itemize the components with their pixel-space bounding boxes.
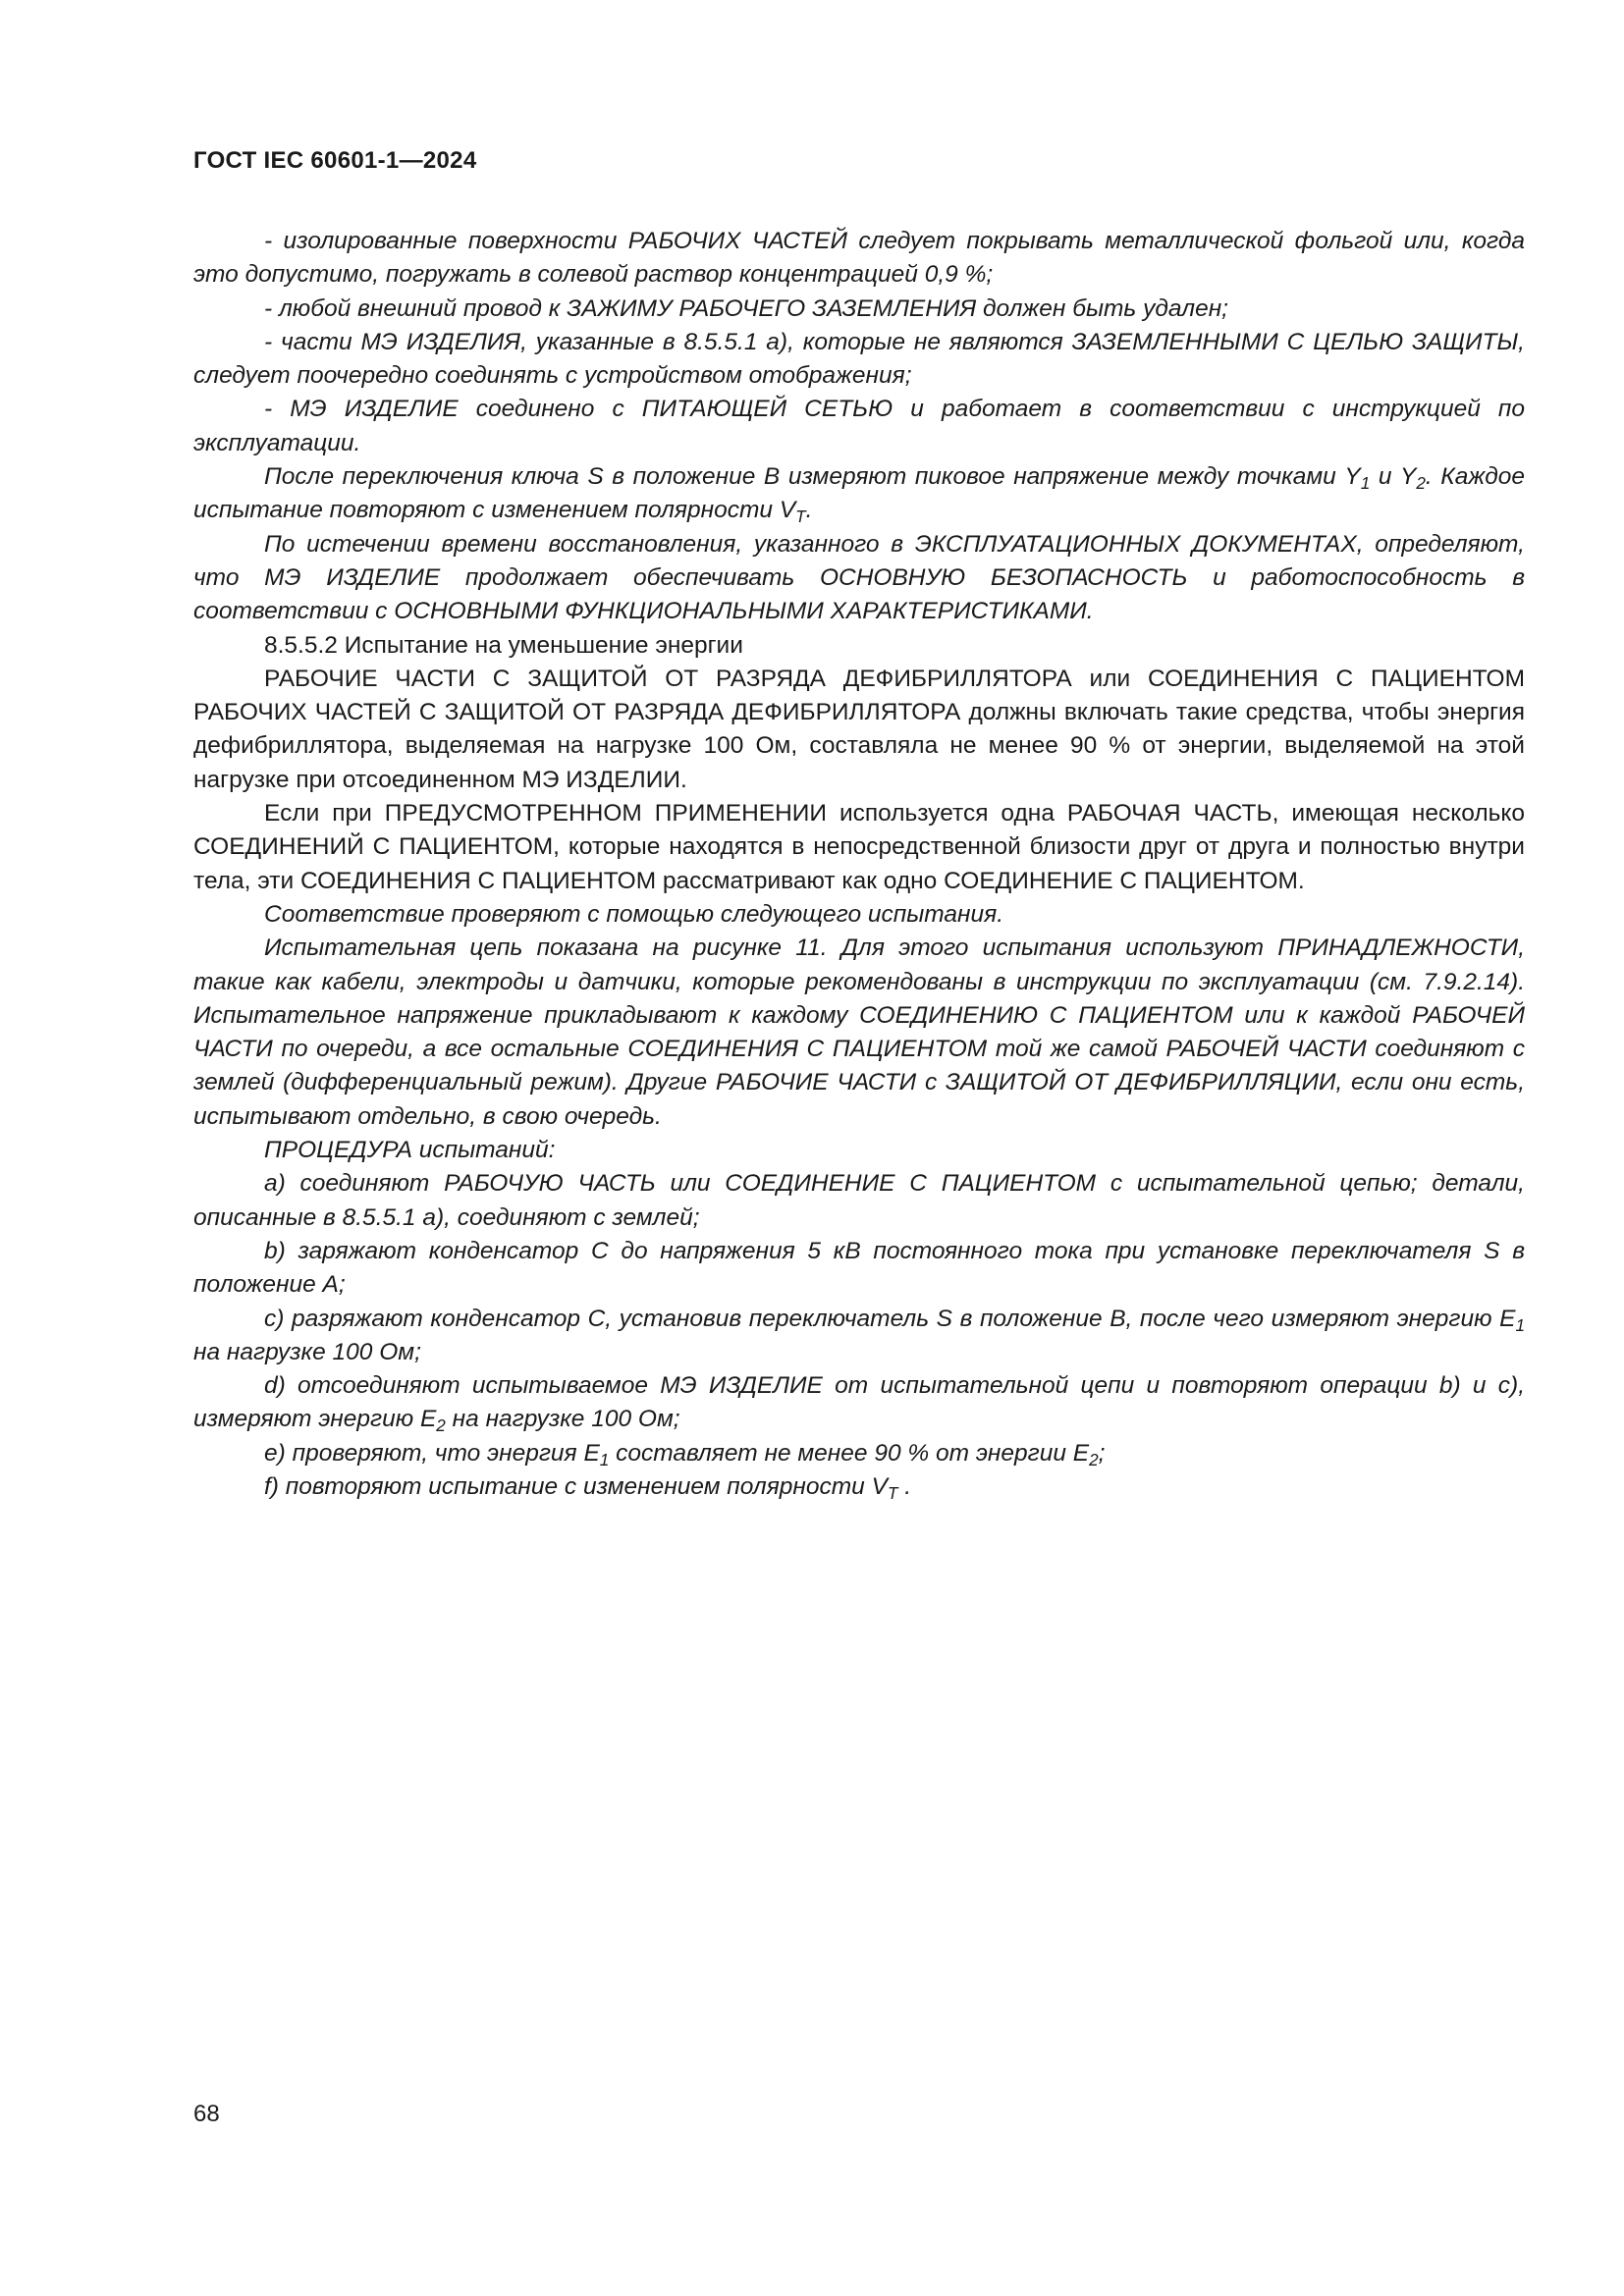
paragraph: - МЭ ИЗДЕЛИЕ соединено с ПИТАЮЩЕЙ СЕТЬЮ и работает в соответствии с инструкцией по эксплуатации.: [193, 396, 1525, 456]
paragraph: Испытательная цепь показана на рисунке 11. Для этого испытания используют ПРИНАДЛЕЖНОСТИ, такие как кабели, электроды и датчики, которые рекомендованы в инструкции по эксплуатации (см. 7.9.2.14). Испытательное напряжение прикладывают к каждому СОЕДИНЕНИЮ С ПАЦИЕНТОМ или к каждой РАБОЧЕЙ ЧАСТИ по очереди, а все остальные СОЕДИНЕНИЯ С ПАЦИЕНТОМ той же самой РАБОЧЕЙ ЧАСТИ соединяют с землей (дифференциальный режим). Другие РАБОЧИЕ ЧАСТИ с ЗАЩИТОЙ ОТ ДЕФИБРИЛЛЯЦИИ, если они есть, испытывают отдельно, в свою очередь.: [193, 934, 1525, 1130]
document-header: ГОСТ IEC 60601-1—2024: [193, 147, 477, 174]
paragraph: - любой внешний провод к ЗАЖИМУ РАБОЧЕГО ЗАЗЕМЛЕНИЯ должен быть удален;: [264, 294, 1228, 322]
list-item: d) отсоединяют испытываемое МЭ ИЗДЕЛИЕ от испытательной цепи и повторяют операции b) и с), измеряют энергию $Е_2$ на нагрузке 100 Ом;: [193, 1372, 1525, 1436]
paragraph: По истечении времени восстановления, указанного в ЭКСПЛУАТАЦИОННЫХ ДОКУМЕНТАХ, определяют, что МЭ ИЗДЕЛИЕ продолжает обеспечивать ОСНОВНУЮ БЕЗОПАСНОСТЬ и работоспособность в соответствии с ОСНОВНЫМИ ФУНКЦИОНАЛЬНЫМИ ХАРАКТЕРИСТИКАМИ.: [193, 530, 1525, 625]
page-number: 68: [193, 2101, 220, 2127]
list-item: f) повторяют испытание с изменением полярности $V_T$ .: [264, 1472, 912, 1504]
list-item: е) проверяют, что энергия $Е_1$ составляет не менее 90 % от энергии $Е_2$;: [264, 1439, 1106, 1469]
section-heading: 8.5.5.2 Испытание на уменьшение энергии: [264, 631, 743, 659]
paragraph: ПРОЦЕДУРА испытаний:: [264, 1137, 556, 1164]
paragraph: Соответствие проверяют с помощью следующего испытания.: [264, 900, 1004, 928]
list-item: с) разряжают конденсатор С, установив переключатель S в положение В, после чего измеряют энергию $Е_1$ на нагрузке 100 Ом;: [193, 1305, 1525, 1365]
paragraph: - части МЭ ИЗДЕЛИЯ, указанные в 8.5.5.1 а), которые не являются ЗАЗЕМЛЕННЫМИ С ЦЕЛЬЮ ЗАЩИТЫ, следует поочередно соединять с устройством отображения;: [193, 328, 1525, 390]
list-item: b) заряжают конденсатор С до напряжения 5 кВ постоянного тока при установке переключателя S в положение А;: [193, 1237, 1525, 1299]
document-body: [193, 225, 1525, 1504]
paragraph: - изолированные поверхности РАБОЧИХ ЧАСТЕЙ следует покрывать металлической фольгой или, когда это допустимо, погружать в солевой раствор концентрацией 0,9 %;: [193, 228, 1525, 289]
paragraph: Если при ПРЕДУСМОТРЕННОМ ПРИМЕНЕНИИ используется одна РАБОЧАЯ ЧАСТЬ, имеющая несколько СОЕДИНЕНИЙ С ПАЦИЕНТОМ, которые находятся в непосредственной близости друг от друга и полностью внутри тела, эти СОЕДИНЕНИЯ С ПАЦИЕНТОМ рассматривают как одно СОЕДИНЕНИЕ С ПАЦИЕНТОМ.: [193, 800, 1525, 894]
paragraph: После переключения ключа S в положение В измеряют пиковое напряжение между точками $Y_1$ и $Y_2$. Каждое испытание повторяют с изменением полярности $V_T$.: [193, 463, 1526, 527]
list-item: а) соединяют РАБОЧУЮ ЧАСТЬ или СОЕДИНЕНИЕ С ПАЦИЕНТОМ с испытательной цепью; детали, описанные в 8.5.5.1 а), соединяют с землей;: [193, 1170, 1525, 1231]
paragraph: РАБОЧИЕ ЧАСТИ С ЗАЩИТОЙ ОТ РАЗРЯДА ДЕФИБРИЛЛЯТОРА или СОЕДИНЕНИЯ С ПАЦИЕНТОМ РАБОЧИХ ЧАСТЕЙ С ЗАЩИТОЙ ОТ РАЗРЯДА ДЕФИБРИЛЛЯТОРА должны включать такие средства, чтобы энергия дефибриллятора, выделяемая на нагрузке 100 Ом, составляла не менее 90 % от энергии, выделяемой на этой нагрузке при отсоединенном МЭ ИЗДЕЛИИ.: [193, 665, 1525, 793]
